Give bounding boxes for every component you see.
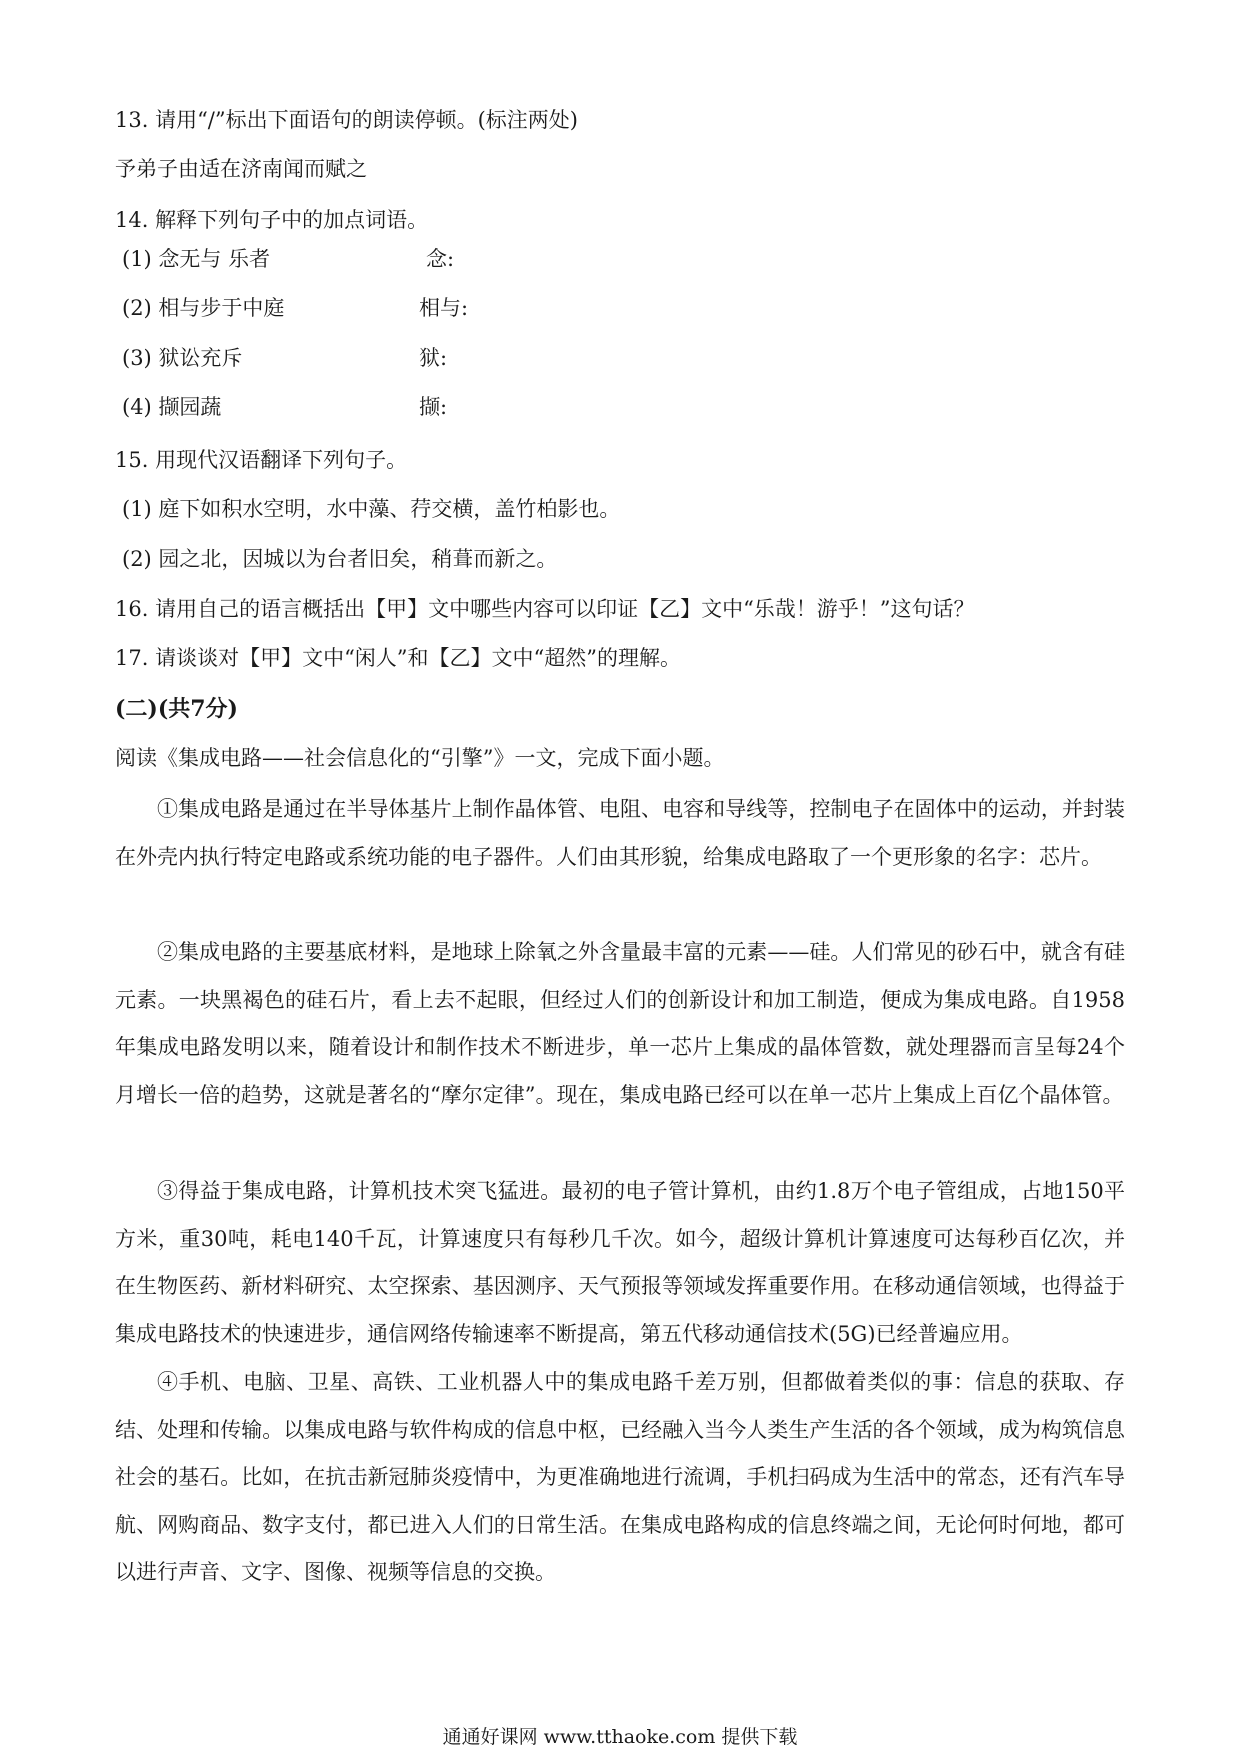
- question-14-prompt: 14. 解释下列句子中的加点词语。: [115, 208, 429, 232]
- question-15-prompt: 15. 用现代汉语翻译下列句子。: [115, 448, 408, 472]
- article-paragraph-1: ①集成电路是通过在半导体基片上制作晶体管、电阻、电容和导线等，控制电子在固体中的运动，并封装在外壳内执行特定电路或系统功能的电子器件。人们由其形貌，给集成电路取了一个更形象的名字：芯片。: [115, 797, 1125, 869]
- question-14-item-1: (1) 念无与 乐者: [122, 247, 271, 271]
- section-heading: (二)(共7分): [115, 696, 238, 722]
- question-14-term-2: 相与:: [419, 296, 469, 320]
- question-14-term-4: 撷:: [419, 395, 448, 419]
- question-14-item-4: (4) 撷园蔬: [122, 395, 222, 419]
- question-14-term-1: 念:: [426, 247, 455, 271]
- question-14-item-2: (2) 相与步于中庭: [122, 296, 285, 320]
- question-17-prompt: 17. 请谈谈对【甲】文中“闲人”和【乙】文中“超然”的理解。: [115, 646, 682, 670]
- question-13-prompt: 13. 请用“/”标出下面语句的朗读停顿。(标注两处): [115, 108, 579, 132]
- question-13-sentence: 予弟子由适在济南闻而赋之: [115, 157, 367, 181]
- question-14-item-3: (3) 狱讼充斥: [122, 346, 243, 370]
- article-paragraph-4: ④手机、电脑、卫星、高铁、工业机器人中的集成电路千差万别，但都做着类似的事：信息的获取、存结、处理和传输。以集成电路与软件构成的信息中枢，已经融入当今人类生产生活的各个领域，成为构筑信息社会的基石。比如，在抗击新冠肺炎疫情中，为更准确地进行流调，手机扫码成为生活中的常态，还有汽车导航、网购商品、数字支付，都已进入人们的日常生活。在集成电路构成的信息终端之间，无论何时何地，都可以进行声音、文字、图像、视频等信息的交换。: [115, 1370, 1125, 1584]
- footer-source: 通通好课网 www.tthaoke.com 提供下载: [442, 1726, 798, 1748]
- article-paragraph-2: ②集成电路的主要基底材料，是地球上除氧之外含量最丰富的元素——硅。人们常见的砂石中，就含有硅元素。一块黑褐色的硅石片，看上去不起眼，但经过人们的创新设计和加工制造，便成为集成电路。自1958年集成电路发明以来，随着设计和制作技术不断进步，单一芯片上集成的晶体管数，就处理器而言呈每24个月增长一倍的趋势，这就是著名的“摩尔定律”。现在，集成电路已经可以在单一芯片上集成上百亿个晶体管。: [115, 940, 1125, 1107]
- question-16-prompt: 16. 请用自己的语言概括出【甲】文中哪些内容可以印证【乙】文中“乐哉！游乎！”这句话？: [115, 597, 975, 621]
- question-15-item-1: (1) 庭下如积水空明，水中藻、荇交横，盖竹柏影也。: [122, 497, 621, 521]
- section-intro: 阅读《集成电路——社会信息化的“引擎”》一文，完成下面小题。: [115, 746, 725, 770]
- question-14-term-3: 狱:: [419, 346, 448, 370]
- article-paragraph-3: ③得益于集成电路，计算机技术突飞猛进。最初的电子管计算机，由约1.8万个电子管组成，占地150平方米，重30吨，耗电140千瓦，计算速度只有每秒几千次。如今，超级计算机计算速度可达每秒百亿次，并在生物医药、新材料研究、太空探索、基因测序、天气预报等领域发挥重要作用。在移动通信领域，也得益于集成电路技术的快速进步，通信网络传输速率不断提高，第五代移动通信技术(5G)已经普遍应用。: [115, 1179, 1125, 1346]
- question-15-item-2: (2) 园之北，因城以为台者旧矣，稍葺而新之。: [122, 547, 558, 571]
